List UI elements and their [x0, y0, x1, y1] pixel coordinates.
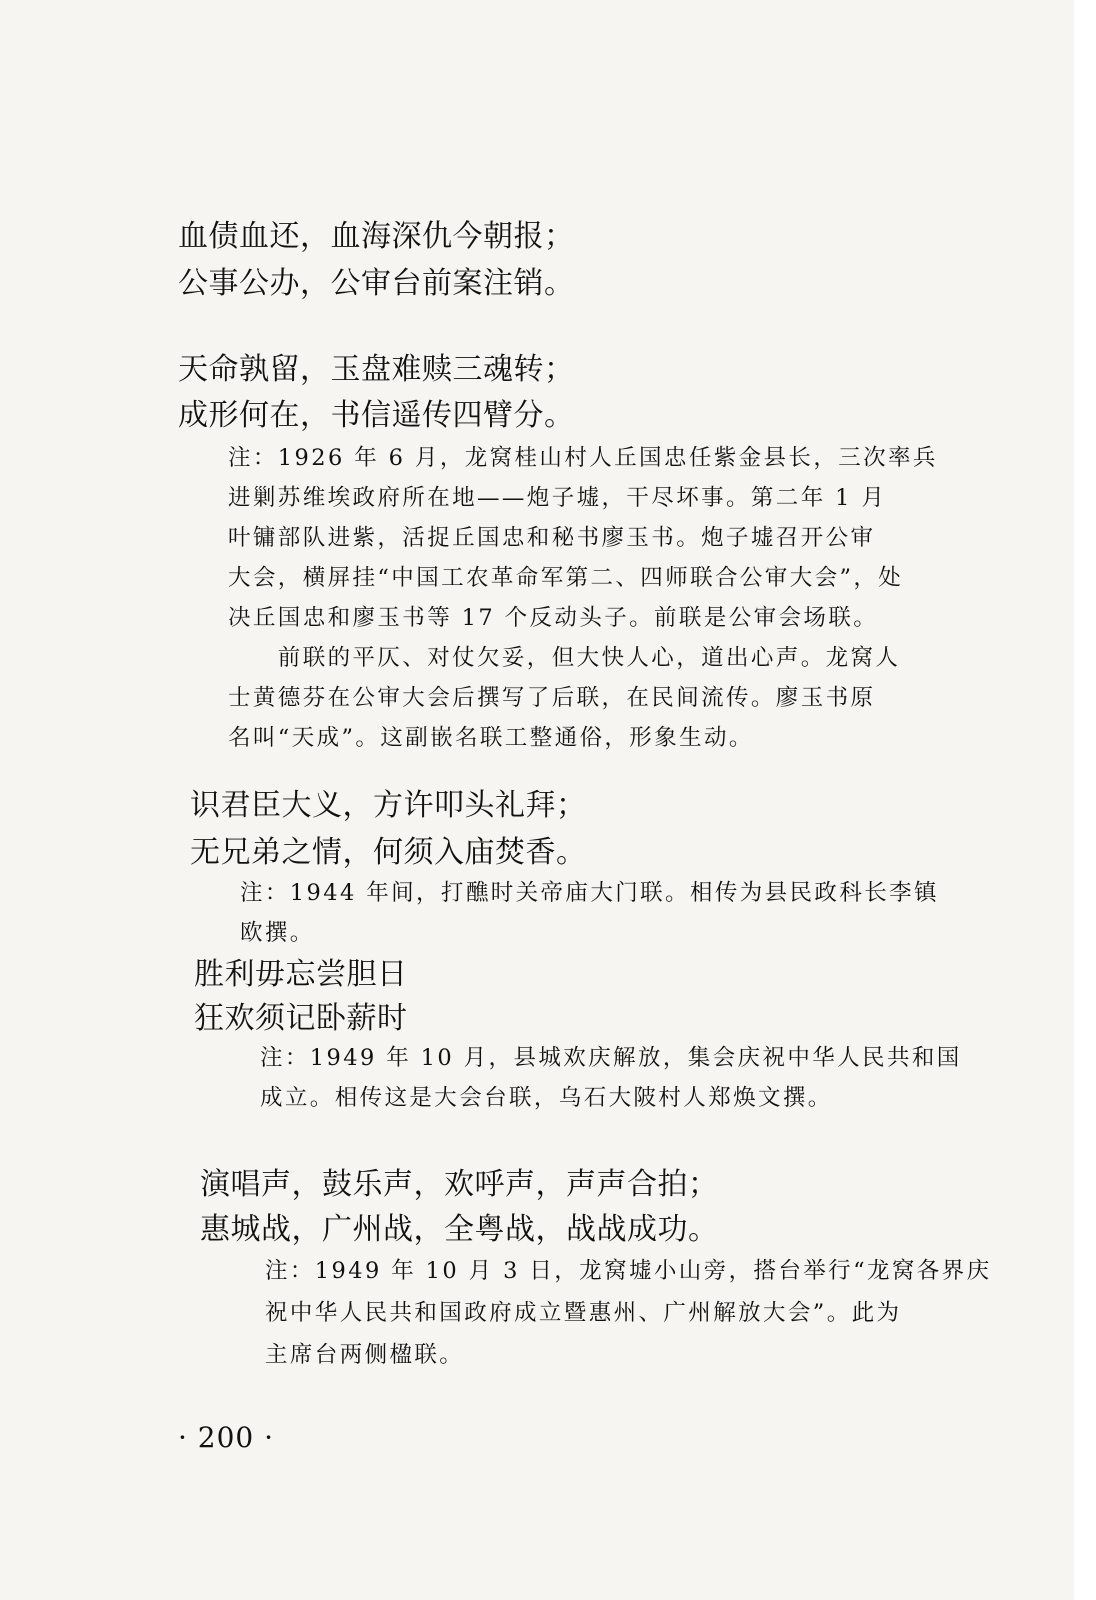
couplet-4-upper: 胜利毋忘尝胆日: [194, 957, 408, 992]
page-number: · 200 ·: [178, 1421, 275, 1454]
page-edge: [1074, 0, 1096, 1600]
note-2-line-5: 决丘国忠和廖玉书等 17 个反动头子。前联是公审会场联。: [228, 605, 879, 631]
couplet-5-lower: 惠城战，广州战，全粤战，战战成功。: [200, 1212, 719, 1247]
note-2-line-3: 叶镛部队进紫，活捉丘国忠和秘书廖玉书。炮子墟召开公审: [228, 525, 876, 551]
couplet-2-upper: 天命孰留，玉盘难赎三魂转；: [178, 352, 575, 387]
note-5-line-1: 注：1949 年 10 月 3 日，龙窝墟小山旁，搭台举行“龙窝各界庆: [265, 1258, 992, 1284]
note-2-line-2: 进剿苏维埃政府所在地——炮子墟，干尽坏事。第二年 1 月: [228, 485, 887, 511]
note-5-line-3: 主席台两侧楹联。: [265, 1342, 465, 1368]
note-2-line-1: 注：1926 年 6 月，龙窝桂山村人丘国忠任紫金县长，三次率兵: [228, 445, 938, 471]
note-5-line-2: 祝中华人民共和国政府成立暨惠州、广州解放大会”。此为: [265, 1300, 902, 1326]
note-3-line-1: 注：1944 年间，打醮时关帝庙大门联。相传为县民政科长李镇: [240, 880, 939, 906]
note-3-line-2: 欧撰。: [240, 920, 315, 946]
couplet-2-lower: 成形何在，书信遥传四臂分。: [178, 398, 575, 433]
note-4-line-1: 注：1949 年 10 月，县城欢庆解放，集会庆祝中华人民共和国: [260, 1045, 962, 1071]
couplet-3-upper: 识君臣大义，方许叩头礼拜；: [190, 788, 587, 823]
note-2-line-7: 士黄德芬在公审大会后撰写了后联，在民间流传。廖玉书原: [228, 685, 876, 711]
note-2-line-6: 前联的平仄、对仗欠妥，但大快人心，道出心声。龙窝人: [228, 645, 901, 671]
note-2-line-8: 名叫“天成”。这副嵌名联工整通俗，形象生动。: [228, 725, 754, 751]
couplet-5-upper: 演唱声，鼓乐声，欢呼声，声声合拍；: [200, 1167, 719, 1202]
couplet-4-lower: 狂欢须记卧薪时: [194, 1001, 408, 1036]
couplet-1-lower: 公事公办，公审台前案注销。: [178, 266, 575, 301]
couplet-3-lower: 无兄弟之情，何须入庙焚香。: [190, 835, 587, 870]
couplet-1-upper: 血债血还，血海深仇今朝报；: [178, 219, 575, 254]
note-4-line-2: 成立。相传这是大会台联，乌石大陂村人郑焕文撰。: [260, 1085, 833, 1111]
note-2-line-4: 大会，横屏挂“中国工农革命军第二、四师联合公审大会”，处: [228, 565, 904, 591]
